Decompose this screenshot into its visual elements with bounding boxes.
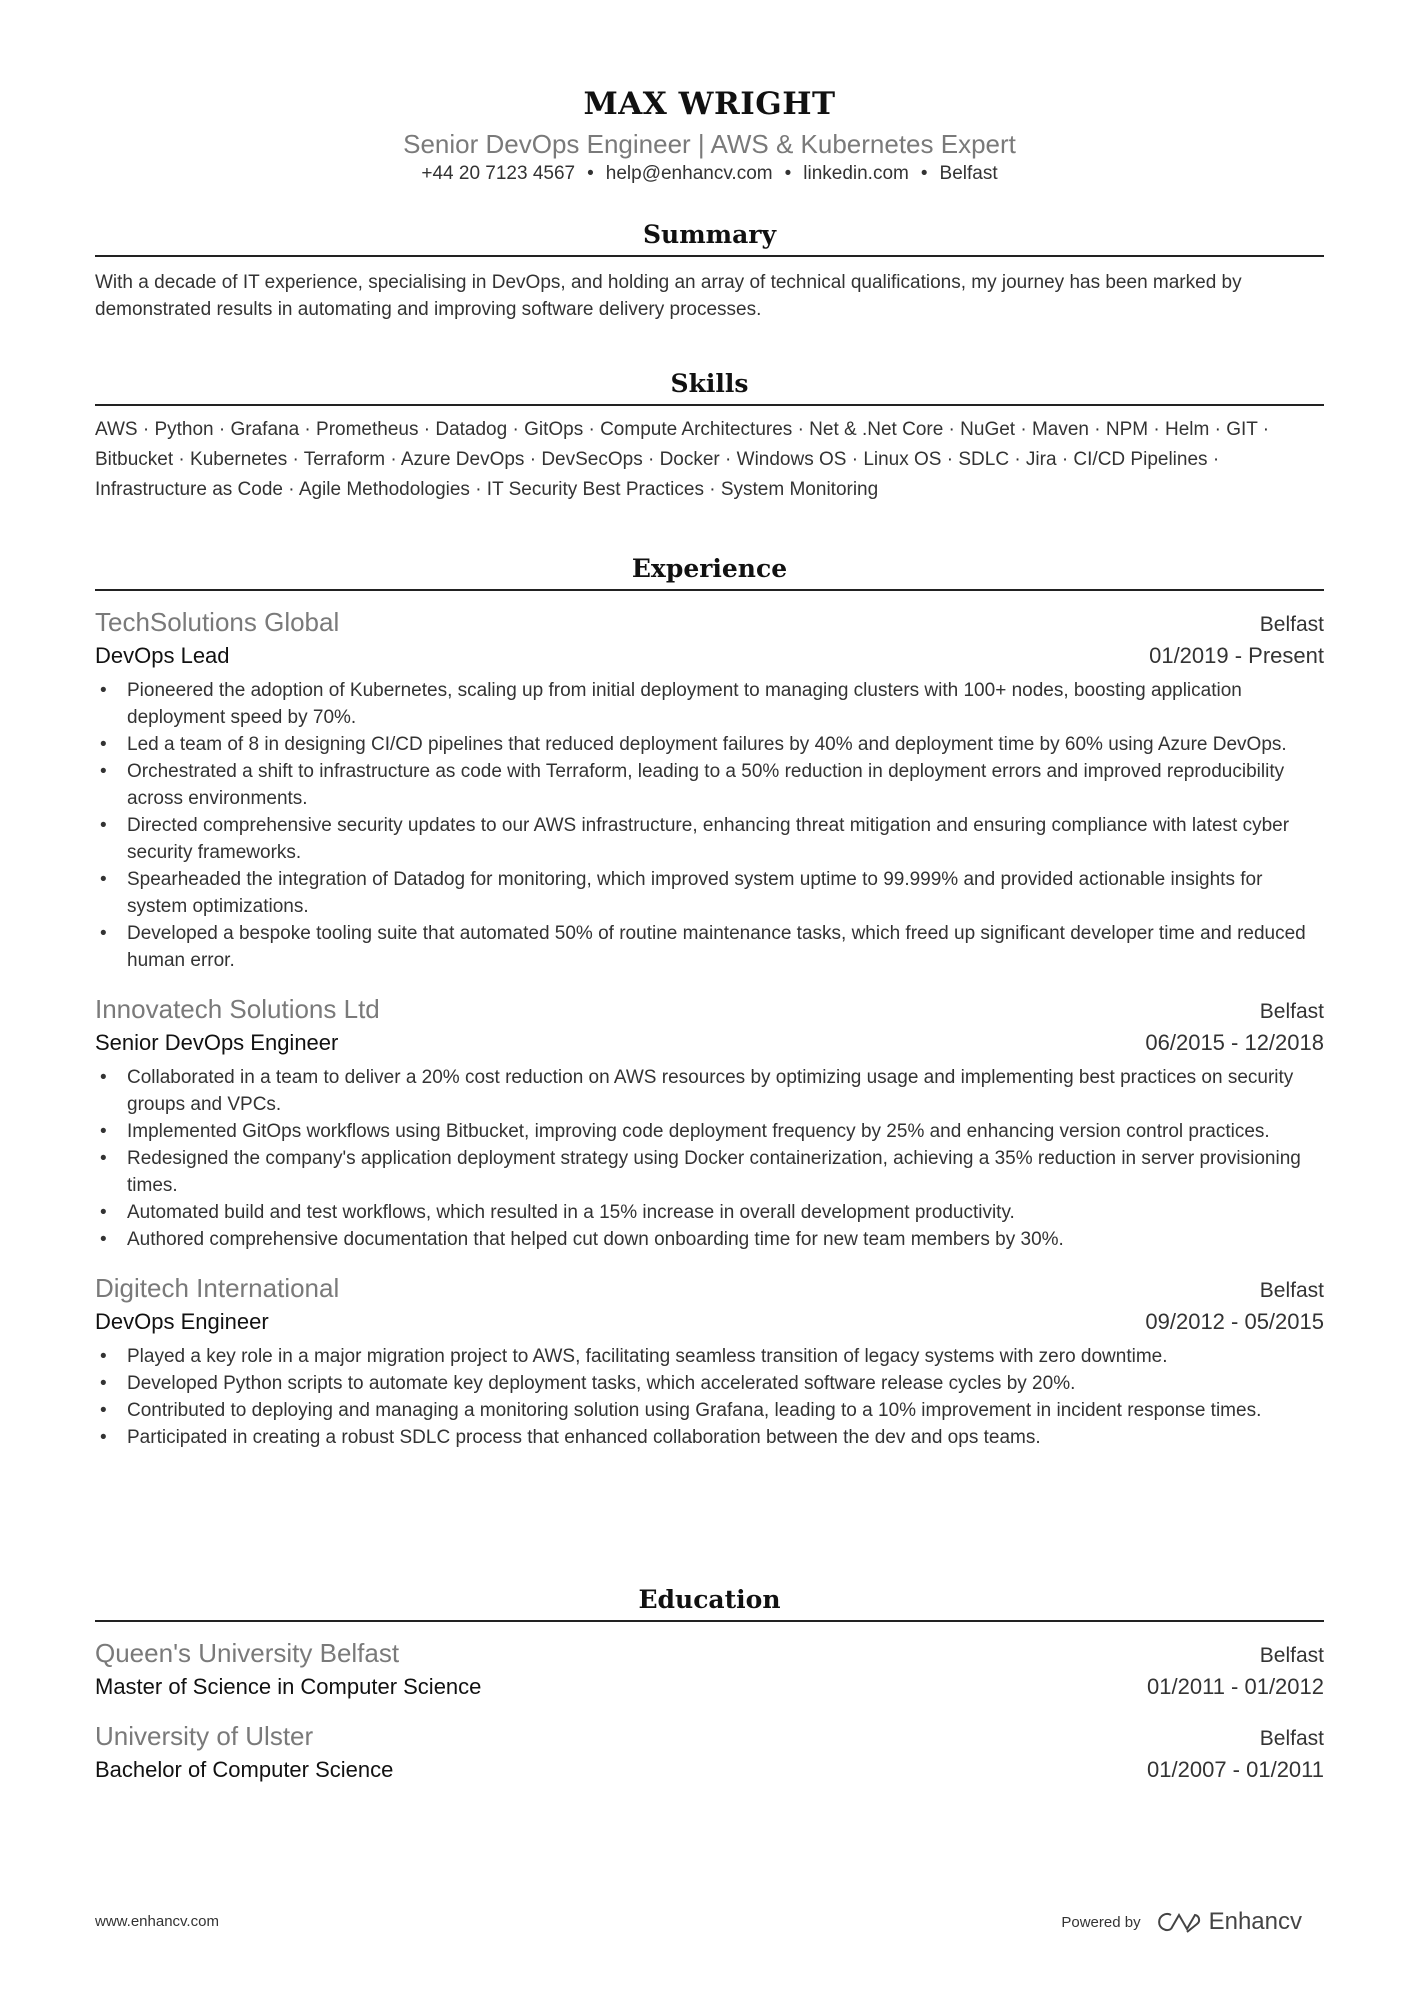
bullet-item: • Automated build and test workflows, which resulted in a 15% increase in overall development productivity. (95, 1199, 1324, 1226)
summary-text: With a decade of IT experience, specialising in DevOps, and holding an array of technical qualifications, my journey has been marked by demonstrated results in automating and improving software delivery processes. (95, 272, 1242, 320)
email-link[interactable]: help@enhancv.com (605, 163, 773, 184)
entry-subheader (95, 1753, 1324, 1786)
bullet-item: • Pioneered the adoption of Kubernetes, scaling up from initial deployment to managing clusters with 100+ nodes, boosting application deployment speed by 70%. (95, 677, 1324, 731)
education-entry (95, 1719, 1324, 1786)
section-heading: Experience (95, 554, 1324, 591)
entry-location: Belfast (1259, 1000, 1324, 1023)
entry-header (95, 1271, 1324, 1305)
entry-dates: 01/2011 - 01/2012 (1147, 1674, 1324, 1699)
entry-location: Belfast (1259, 613, 1324, 636)
experience-entry (95, 992, 1324, 1253)
education-entry (95, 1636, 1324, 1703)
entry-subheader (95, 1305, 1324, 1338)
bullet-item: • Directed comprehensive security updates to our AWS infrastructure, enhancing threat mitigation and ensuring compliance with latest cyber security frameworks. (95, 812, 1324, 866)
entry-subheader (95, 1026, 1324, 1059)
bullet-item: • Authored comprehensive documentation that helped cut down onboarding time for new team members by 30%. (95, 1226, 1324, 1253)
powered-by-label: Powered by (1061, 1913, 1141, 1931)
experience-section (95, 554, 1324, 1451)
entry-location: Belfast (1259, 1279, 1324, 1302)
linkedin-link[interactable]: linkedin.com (803, 163, 909, 184)
section-heading: Education (95, 1585, 1324, 1622)
job-title: DevOps Engineer (95, 1309, 269, 1334)
school-name: Queen's University Belfast (95, 1638, 400, 1668)
company-name: TechSolutions Global (95, 607, 340, 637)
bullet-item: • Orchestrated a shift to infrastructure as code with Terraform, leading to a 50% reduction in deployment errors and improved reproducibility across environments. (95, 758, 1324, 812)
enhancv-logo (1155, 1908, 1302, 1936)
degree: Bachelor of Computer Science (95, 1757, 394, 1782)
entry-dates: 06/2015 - 12/2018 (1145, 1030, 1324, 1055)
experience-entry (95, 1271, 1324, 1451)
skills-list: AWS · Python · Grafana · Prometheus · Datadog · GitOps · Compute Architectures · Net & .Net Core · NuGet · Maven · NPM · Helm · GIT · Bitbucket · Kubernetes · Terraform · Azure DevOps · DevSecOps · Docker · Windows OS · Linux OS · SDLC · Jira · CI/CD Pipelines · Infrastructure as Code · Agile Methodologies · IT Security Best Practices · System Monitoring (95, 419, 1270, 500)
school-name: University of Ulster (95, 1721, 314, 1751)
job-title: Senior DevOps Engineer (95, 1030, 339, 1055)
degree: Master of Science in Computer Science (95, 1674, 482, 1699)
bullet-item: • Spearheaded the integration of Datadog for monitoring, which improved system uptime to 99.999% and provided actionable insights for system optimizations. (95, 866, 1324, 920)
candidate-title: Senior DevOps Engineer | AWS & Kubernetes Expert (403, 129, 1016, 159)
bullet-item: • Contributed to deploying and managing a monitoring solution using Grafana, leading to a 10% improvement in incident response times. (95, 1397, 1324, 1424)
entry-location: Belfast (1259, 1644, 1324, 1667)
skills-section (95, 369, 1324, 505)
bullet-item: • Redesigned the company's application deployment strategy using Docker containerization, achieving a 35% reduction in server provisioning times. (95, 1145, 1324, 1199)
enhancv-logo-icon (1155, 1910, 1201, 1934)
contact-line: +44 20 7123 4567 • help@enhancv.com • linkedin.com • Belfast (421, 163, 998, 184)
location: Belfast (939, 163, 998, 184)
bullet-list (95, 677, 1324, 974)
bullet-item: • Participated in creating a robust SDLC process that enhanced collaboration between the dev and ops teams. (95, 1424, 1324, 1451)
entry-dates: 09/2012 - 05/2015 (1145, 1309, 1324, 1334)
bullet-item: • Led a team of 8 in designing CI/CD pipelines that reduced deployment failures by 40% and deployment time by 60% using Azure DevOps. (95, 731, 1324, 758)
experience-entry (95, 605, 1324, 974)
section-heading: Summary (95, 220, 1324, 257)
entry-header (95, 992, 1324, 1026)
section-heading: Skills (95, 369, 1324, 406)
bullet-list (95, 1343, 1324, 1451)
company-name: Digitech International (95, 1273, 340, 1303)
summary-section (95, 220, 1324, 323)
bullet-item: • Collaborated in a team to deliver a 20% cost reduction on AWS resources by optimizing usage and implementing best practices on security groups and VPCs. (95, 1064, 1324, 1118)
entry-dates: 01/2007 - 01/2011 (1147, 1757, 1324, 1782)
bullet-item: • Implemented GitOps workflows using Bitbucket, improving code deployment frequency by 25% and enhancing version control practices. (95, 1118, 1324, 1145)
entry-header (95, 1636, 1324, 1670)
entry-dates: 01/2019 - Present (1149, 643, 1324, 668)
candidate-name: MAX WRIGHT (583, 86, 836, 122)
bullet-item: • Played a key role in a major migration project to AWS, facilitating seamless transition of legacy systems with zero downtime. (95, 1343, 1324, 1370)
entry-header (95, 605, 1324, 639)
bullet-item: • Developed a bespoke tooling suite that automated 50% of routine maintenance tasks, which freed up significant developer time and reduced human error. (95, 920, 1324, 974)
job-title: DevOps Lead (95, 643, 230, 668)
phone: +44 20 7123 4567 (421, 163, 576, 184)
bullet-list (95, 1064, 1324, 1253)
education-section (95, 1585, 1324, 1786)
powered-by (1061, 1908, 1302, 1936)
bullet-item: • Developed Python scripts to automate key deployment tasks, which accelerated software release cycles by 20%. (95, 1370, 1324, 1397)
entry-subheader (95, 1670, 1324, 1703)
entry-subheader (95, 639, 1324, 672)
brand-name: Enhancv (1208, 1908, 1302, 1935)
entry-location: Belfast (1259, 1727, 1324, 1750)
footer-website[interactable]: www.enhancv.com (95, 1913, 219, 1930)
entry-header (95, 1719, 1324, 1753)
company-name: Innovatech Solutions Ltd (95, 994, 380, 1024)
